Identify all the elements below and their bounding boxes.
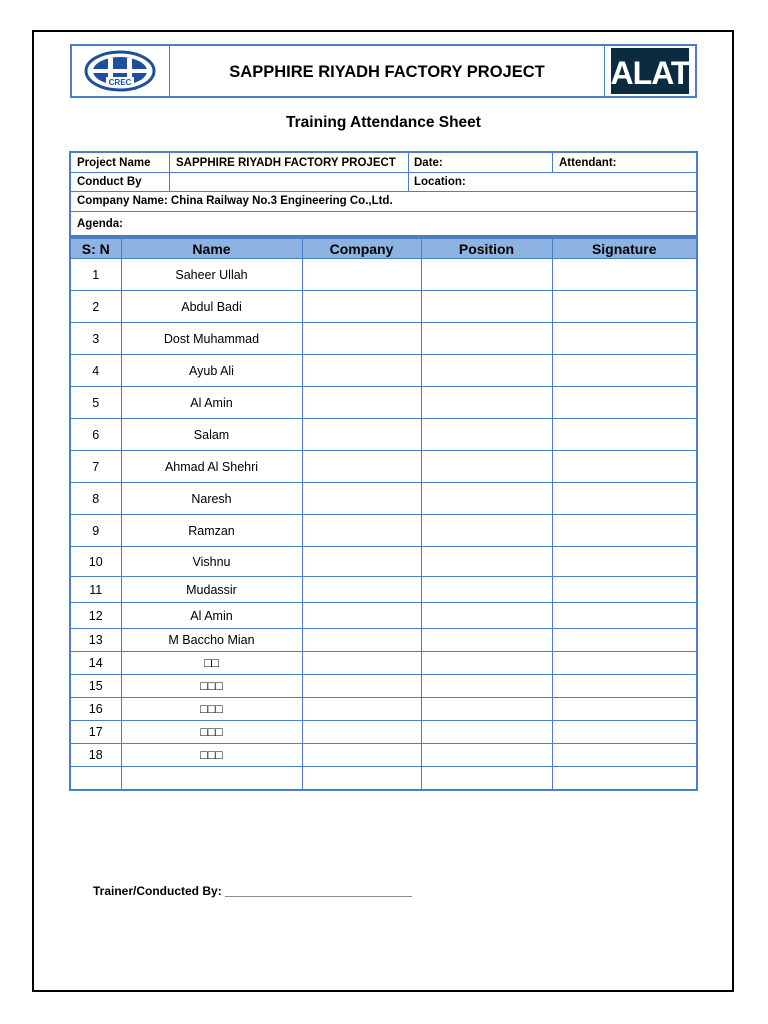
name-cell: Ahmad Al Shehri [121, 451, 302, 483]
sn-cell: 6 [70, 419, 121, 451]
position-cell [421, 698, 552, 721]
table-row [70, 652, 697, 675]
project-name-label: Project Name [77, 157, 151, 169]
signature-cell [552, 603, 697, 629]
creg-logo-text: CREC [108, 78, 132, 87]
table-row [70, 515, 697, 547]
name-cell: □□□ [121, 675, 302, 698]
table-row [70, 291, 697, 323]
position-cell [421, 451, 552, 483]
name-cell [121, 767, 302, 791]
table-row [70, 547, 697, 577]
name-cell: Abdul Badi [121, 291, 302, 323]
signature-cell [552, 698, 697, 721]
table-row [70, 744, 697, 767]
position-cell [421, 744, 552, 767]
company-cell [302, 767, 421, 791]
name-cell: Vishnu [121, 547, 302, 577]
table-row [70, 387, 697, 419]
name-cell: □□□ [121, 744, 302, 767]
info-col-divider [552, 153, 553, 172]
location-label: Location: [414, 176, 466, 188]
info-col-divider [169, 153, 170, 191]
sn-cell: 11 [70, 577, 121, 603]
col-header-company: Company [302, 238, 421, 259]
conduct-by-label: Conduct By [77, 176, 142, 188]
sn-cell: 5 [70, 387, 121, 419]
table-row [70, 603, 697, 629]
company-cell [302, 721, 421, 744]
name-cell: Dost Muhammad [121, 323, 302, 355]
signature-cell [552, 721, 697, 744]
info-row-divider [71, 172, 696, 173]
company-cell [302, 387, 421, 419]
position-cell [421, 767, 552, 791]
name-cell: Ramzan [121, 515, 302, 547]
signature-cell [552, 483, 697, 515]
alat-logo [611, 48, 689, 94]
position-cell [421, 629, 552, 652]
signature-cell [552, 291, 697, 323]
table-row [70, 675, 697, 698]
signature-cell [552, 387, 697, 419]
table-row [70, 323, 697, 355]
company-cell [302, 629, 421, 652]
name-cell: Al Amin [121, 603, 302, 629]
table-row [70, 577, 697, 603]
sn-cell: 7 [70, 451, 121, 483]
info-row-divider [71, 191, 696, 192]
name-cell: M Baccho Mian [121, 629, 302, 652]
sn-cell: 8 [70, 483, 121, 515]
company-cell [302, 698, 421, 721]
trainer-signature-line: Trainer/Conducted By: ____________________________ [93, 884, 412, 898]
company-cell [302, 652, 421, 675]
position-cell [421, 547, 552, 577]
signature-cell [552, 675, 697, 698]
company-cell [302, 259, 421, 291]
signature-cell [552, 451, 697, 483]
name-cell: □□□ [121, 698, 302, 721]
signature-cell [552, 629, 697, 652]
table-row [70, 451, 697, 483]
sn-cell: 16 [70, 698, 121, 721]
table-row [70, 259, 697, 291]
signature-cell [552, 323, 697, 355]
header-divider [169, 46, 170, 96]
name-cell: Al Amin [121, 387, 302, 419]
sn-cell: 3 [70, 323, 121, 355]
company-cell [302, 419, 421, 451]
position-cell [421, 721, 552, 744]
position-cell [421, 291, 552, 323]
sn-cell: 13 [70, 629, 121, 652]
sn-cell: 14 [70, 652, 121, 675]
table-row [70, 767, 697, 791]
sn-cell: 15 [70, 675, 121, 698]
sn-cell: 18 [70, 744, 121, 767]
attendance-table [69, 237, 698, 791]
sn-cell: 17 [70, 721, 121, 744]
position-cell [421, 675, 552, 698]
sn-cell [70, 767, 121, 791]
name-cell: □□ [121, 652, 302, 675]
col-header-sn: S: N [70, 238, 121, 259]
table-row [70, 483, 697, 515]
name-cell: Salam [121, 419, 302, 451]
sn-cell: 1 [70, 259, 121, 291]
table-row [70, 419, 697, 451]
sheet-title: Training Attendance Sheet [286, 114, 481, 131]
info-block [69, 151, 698, 237]
alat-logo-text: ALAT [611, 55, 689, 91]
position-cell [421, 355, 552, 387]
header-divider [604, 46, 605, 96]
position-cell [421, 259, 552, 291]
signature-cell [552, 259, 697, 291]
company-cell [302, 515, 421, 547]
signature-cell [552, 652, 697, 675]
table-row [70, 721, 697, 744]
company-cell [302, 603, 421, 629]
date-label: Date: [414, 157, 443, 169]
signature-cell [552, 515, 697, 547]
position-cell [421, 387, 552, 419]
col-header-signature: Signature [552, 238, 697, 259]
table-header-row [70, 238, 697, 259]
agenda-label: Agenda: [77, 218, 123, 230]
position-cell [421, 515, 552, 547]
position-cell [421, 483, 552, 515]
table-row [70, 629, 697, 652]
sn-cell: 12 [70, 603, 121, 629]
name-cell: Ayub Ali [121, 355, 302, 387]
company-cell [302, 483, 421, 515]
signature-cell [552, 419, 697, 451]
position-cell [421, 577, 552, 603]
company-cell [302, 451, 421, 483]
attendant-label: Attendant: [559, 157, 617, 169]
position-cell [421, 603, 552, 629]
name-cell: □□□ [121, 721, 302, 744]
company-cell [302, 291, 421, 323]
company-cell [302, 547, 421, 577]
signature-cell [552, 547, 697, 577]
sn-cell: 10 [70, 547, 121, 577]
header-title: SAPPHIRE RIYADH FACTORY PROJECT [229, 63, 545, 81]
sn-cell: 4 [70, 355, 121, 387]
company-cell [302, 675, 421, 698]
col-header-position: Position [421, 238, 552, 259]
signature-cell [552, 767, 697, 791]
table-row [70, 355, 697, 387]
info-row-divider [71, 211, 696, 212]
company-cell [302, 577, 421, 603]
position-cell [421, 419, 552, 451]
sn-cell: 9 [70, 515, 121, 547]
company-cell [302, 744, 421, 767]
name-cell: Naresh [121, 483, 302, 515]
sn-cell: 2 [70, 291, 121, 323]
project-name-value: SAPPHIRE RIYADH FACTORY PROJECT [176, 157, 396, 169]
name-cell: Saheer Ullah [121, 259, 302, 291]
signature-cell [552, 355, 697, 387]
company-cell [302, 323, 421, 355]
name-cell: Mudassir [121, 577, 302, 603]
company-name-label: Company Name: China Railway No.3 Engineering Co.,Ltd. [77, 195, 393, 207]
info-col-divider [408, 153, 409, 191]
signature-cell [552, 577, 697, 603]
position-cell [421, 323, 552, 355]
company-cell [302, 355, 421, 387]
table-row [70, 698, 697, 721]
col-header-name: Name [121, 238, 302, 259]
signature-cell [552, 744, 697, 767]
creg-logo [84, 50, 156, 92]
position-cell [421, 652, 552, 675]
